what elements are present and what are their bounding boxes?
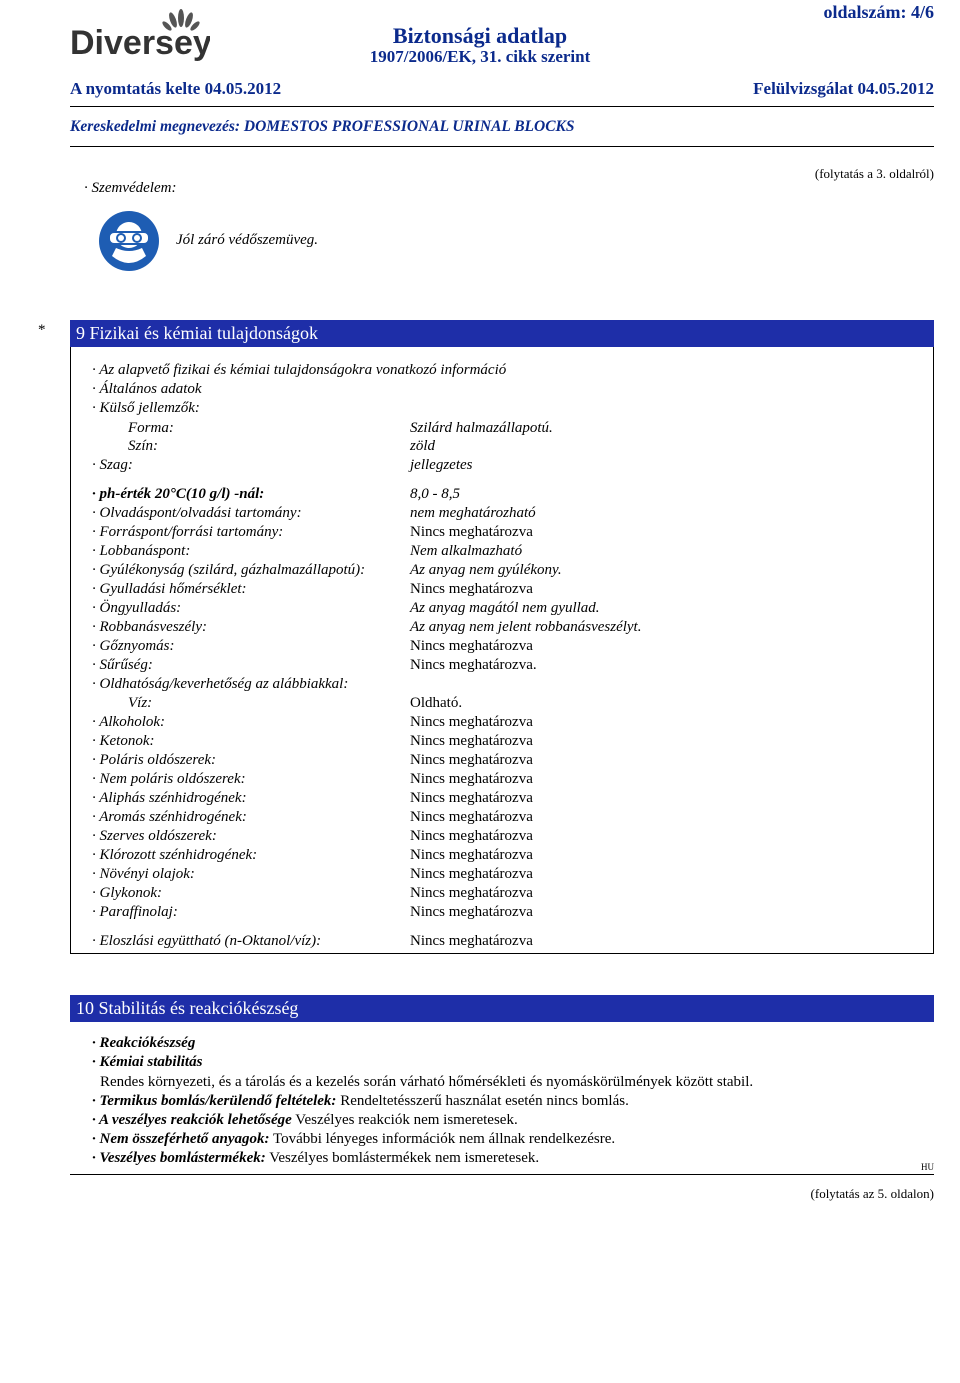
revision-date: Felülvizsgálat 04.05.2012 [753,79,934,98]
property-label: · Nem poláris oldószerek: [92,771,246,787]
property-value: Az anyag nem gyúlékony. [410,562,562,578]
property-value: Nincs meghatározva [410,933,533,949]
section10-title: 10 Stabilitás és reakciókészség [70,995,934,1022]
property-label: · Sűrűség: [92,657,153,673]
header-divider-2 [70,146,934,147]
page-number: oldalszám: 4/6 [823,2,934,22]
chemical-stability-heading: · Kémiai stabilitás [92,1054,203,1070]
continued-from: (folytatás a 3. oldalról) [814,166,934,181]
revision-marker: * [38,322,46,338]
header-divider [70,106,934,107]
property-value: 8,0 - 8,5 [410,486,460,502]
property-label: · Robbanásveszély: [92,619,207,635]
property-label: · Forráspont/forrási tartomány: [92,524,284,540]
property-label: · Öngyulladás: [92,600,182,616]
property-value: Nincs meghatározva [410,714,533,730]
section9-heading-3: · Külső jellemzők: [92,400,200,416]
incompatible-materials-label: · Nem összeférhető anyagok: [92,1131,270,1147]
property-value: Nincs meghatározva. [410,657,537,673]
property-label: · Alkoholok: [92,714,166,730]
incompatible-materials-row [92,1130,615,1149]
property-value: Nincs meghatározva [410,828,533,844]
property-value: Nincs meghatározva [410,771,533,787]
property-label: · Eloszlási együttható (n-Oktanol/víz): [92,933,322,949]
property-label: · Glykonok: [92,885,162,901]
property-label: · Gyulladási hőmérséklet: [92,581,247,597]
property-value: Nincs meghatározva [410,809,533,825]
property-value: Nincs meghatározva [410,847,533,863]
property-label: · ph-érték 20°C(10 g/l) -nál: [92,486,265,502]
property-label: · Olvadáspont/olvadási tartomány: [92,505,302,521]
property-value: Nincs meghatározva [410,885,533,901]
property-value: Az anyag magától nem gyullad. [410,600,600,616]
property-label: · Aromás szénhidrogének: [92,809,247,825]
footer-divider [70,1174,934,1175]
property-value: Nem alkalmazható [410,543,523,559]
property-value: jellegzetes [410,457,473,473]
property-label: · Gőznyomás: [92,638,175,654]
property-value: Nincs meghatározva [410,752,533,768]
property-label: Víz: [128,695,153,711]
property-value: Nincs meghatározva [410,790,533,806]
safety-goggles-icon [98,210,160,272]
property-value: Nincs meghatározva [410,866,533,882]
incompatible-materials-value: További lényeges információk nem állnak rendelkezésre. [272,1131,616,1147]
language-code: HU [921,1162,934,1172]
property-value: zöld [410,438,436,454]
eye-protection-label: · Szemvédelem: [84,180,177,196]
svg-text:Diversey: Diversey [70,24,210,62]
section9-heading-2: · Általános adatok [92,381,202,397]
document-title: Biztonsági adatlap [392,23,568,48]
regulation-reference: 1907/2006/EK, 31. cikk szerint [369,47,591,66]
property-label: · Klórozott szénhidrogének: [92,847,258,863]
hazardous-reactions-row [92,1111,518,1130]
property-label: · Szerves oldószerek: [92,828,217,844]
hazardous-reactions-label: · A veszélyes reakciók lehetősége [92,1112,292,1128]
property-label: · Aliphás szénhidrogének: [92,790,247,806]
property-value: Az anyag nem jelent robbanásveszélyt. [410,619,642,635]
property-label: · Lobbanáspont: [92,543,191,559]
property-label: · Paraffinolaj: [92,904,178,920]
property-label: · Gyúlékonyság (szilárd, gázhalmazállapotú): [92,562,366,578]
property-label: · Ketonok: [92,733,155,749]
property-value: Nincs meghatározva [410,733,533,749]
decomposition-products-label: · Veszélyes bomlástermékek: [92,1150,266,1166]
property-label: · Növényi olajok: [92,866,195,882]
property-label: · Poláris oldószerek: [92,752,217,768]
property-label: · Oldhatóság/keverhetőség az alábbiakkal: [92,676,349,692]
print-date: A nyomtatás kelte 04.05.2012 [70,79,282,98]
section9-heading-1: · Az alapvető fizikai és kémiai tulajdonságokra vonatkozó információ [92,362,507,378]
hazardous-reactions-value: Veszélyes reakciók nem ismeretesek. [295,1112,518,1128]
decomposition-products-value: Veszélyes bomlástermékek nem ismeretesek. [269,1150,540,1166]
reactivity-heading: · Reakciókészség [92,1035,196,1051]
property-value: Szilárd halmazállapotú. [410,420,553,436]
thermal-decomposition-value: Rendeltetésszerű használat esetén nincs bomlás. [340,1093,629,1109]
thermal-decomposition-label: · Termikus bomlás/kerülendő feltételek: [92,1093,337,1109]
property-value: Nincs meghatározva [410,581,533,597]
eye-protection-text: Jól záró védőszemüveg. [176,232,319,248]
property-value: Oldható. [410,695,463,711]
property-value: Nincs meghatározva [410,904,533,920]
property-value: Nincs meghatározva [410,638,533,654]
property-label: Forma: [128,420,174,436]
continued-to: (folytatás az 5. oldalon) [810,1186,934,1201]
trade-name: Kereskedelmi megnevezés: DOMESTOS PROFESSIONAL URINAL BLOCKS [70,118,575,135]
thermal-decomposition-row [92,1092,629,1111]
property-label: Szín: [128,438,158,454]
stability-text: Rendes környezeti, és a tárolás és a kezelés során várható hőmérsékleti és nyomáskörülmények között stabil. [100,1074,754,1090]
decomposition-products-row [92,1149,539,1168]
property-value: Nincs meghatározva [410,524,533,540]
property-value: nem meghatározható [410,505,536,521]
property-label: · Szag: [92,457,133,473]
section9-title: 9 Fizikai és kémiai tulajdonságok [70,320,934,347]
